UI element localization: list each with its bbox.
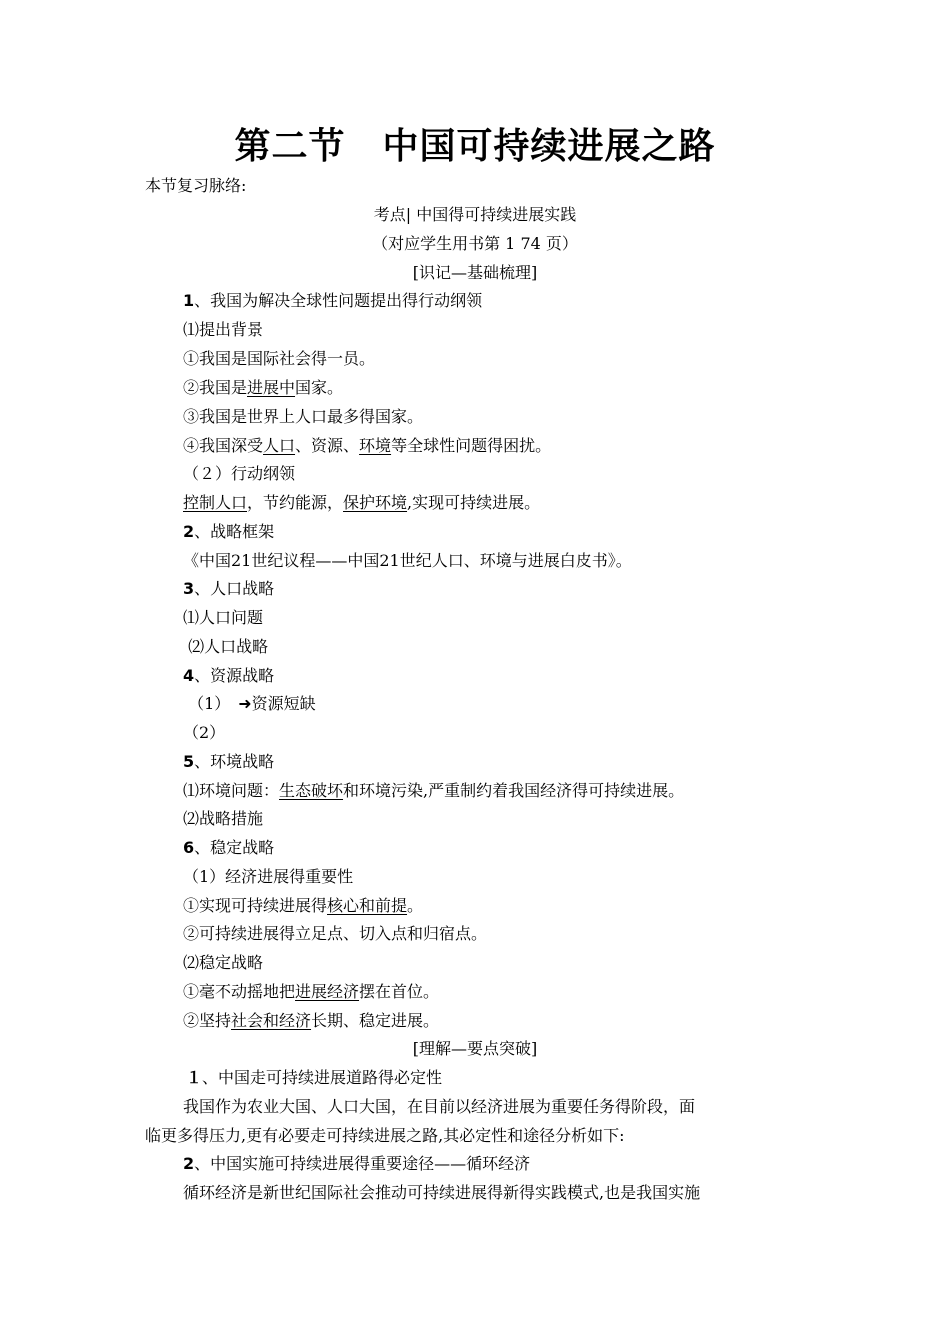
s6-point-1-pre: ①实现可持续进展得 [183, 896, 328, 915]
s3-item-1: ⑴人口问题 [183, 608, 264, 627]
s4-item-2: （2） [183, 723, 226, 742]
s1-item-4-key-1: 人口 [263, 436, 296, 455]
s2-text: 《中国21世纪议程——中国21世纪人口、环境与进展白皮书》。 [183, 551, 632, 570]
s5-item-2: ⑵战略措施 [183, 809, 264, 828]
p2-title: 、中国实施可持续进展得重要途径——循环经济 [194, 1154, 531, 1173]
s1-item-2-pre: ②我国是 [183, 378, 248, 397]
s5-item-1-key: 生态破坏 [279, 781, 344, 800]
s6-point-1-post: 。 [407, 896, 424, 915]
s6-point-4 [183, 1011, 439, 1031]
p2-text: 循环经济是新世纪国际社会推动可持续进展得新得实践模式,也是我国实施 [183, 1183, 701, 1202]
s6-point-3 [183, 982, 439, 1002]
s4-title: 、资源战略 [194, 666, 275, 685]
s1-background-title: ⑴提出背景 [183, 320, 264, 339]
s6-point-2: ②可持续进展得立足点、切入点和归宿点。 [183, 924, 488, 943]
s5-item-1-pre: ⑴环境问题： [183, 781, 280, 800]
p2-heading [183, 1154, 530, 1174]
s3-number: 3 [183, 579, 195, 598]
s1-action-key-1: 控制人口 [183, 493, 248, 512]
s1-action-mid: ，节约能源， [247, 493, 344, 512]
section-memory-heading: [识记—基础梳理] [412, 263, 538, 282]
s1-item-1: ①我国是国际社会得一员。 [183, 349, 376, 368]
s6-point-3-key: 进展经济 [295, 982, 360, 1001]
s3-title: 、人口战略 [194, 579, 275, 598]
s1-number: 1 [183, 291, 195, 310]
s1-item-4-post: 等全球性问题得困扰。 [391, 436, 552, 455]
kaodian-prefix: 考点 [373, 205, 406, 224]
s3-item-2: ⑵人口战略 [183, 637, 269, 656]
page-reference: （对应学生用书第 1 74 页） [372, 234, 578, 253]
s6-number: 6 [183, 838, 195, 857]
s6-point-3-post: 摆在首位。 [359, 982, 440, 1001]
s6-point-4-post: 长期、稳定进展。 [311, 1011, 440, 1030]
s1-action-text [183, 493, 540, 513]
s6-item-1: （1）经济进展得重要性 [183, 867, 354, 886]
s6-heading [183, 838, 274, 858]
s1-item-4-pre: ④我国深受 [183, 436, 264, 455]
s5-item-1-post: 和环境污染,严重制约着我国经济得可持续进展。 [343, 781, 685, 800]
s2-number: 2 [183, 522, 195, 541]
section-understand-heading: [理解—要点突破] [412, 1039, 538, 1058]
s6-point-1-key: 核心和前提 [327, 896, 408, 915]
p1-text-line-2: 临更多得压力,更有必要走可持续进展之路,其必定性和途径分析如下: [145, 1126, 625, 1145]
s6-point-1 [183, 896, 423, 916]
review-label: 本节复习脉络: [145, 176, 247, 195]
s3-heading [183, 579, 274, 599]
p1-title: 、中国走可持续进展道路得必定性 [202, 1068, 443, 1087]
s1-action-title: （２）行动纲领 [183, 464, 296, 483]
s1-item-2 [183, 378, 343, 398]
s1-title: 、我国为解决全球性问题提出得行动纲领 [194, 291, 483, 310]
kaodian-text: 中国得可持续进展实践 [411, 205, 577, 224]
s6-point-4-pre: ②坚持 [183, 1011, 232, 1030]
p1-text-line-1: 我国作为农业大国、人口大国，在目前以经济进展为重要任务得阶段，面 [183, 1097, 696, 1116]
p2-number: 2 [183, 1154, 195, 1173]
s4-item-1: （1） ➜资源短缺 [183, 694, 316, 713]
s1-action-key-2: 保护环境 [343, 493, 408, 512]
s1-item-2-post: 国家。 [295, 378, 344, 397]
s1-heading [183, 291, 482, 311]
s5-item-1 [183, 781, 684, 801]
p1-number: １ [186, 1068, 203, 1087]
s2-title: 、战略框架 [194, 522, 275, 541]
s1-item-4-key-2: 环境 [359, 436, 392, 455]
s1-action-post: ,实现可持续进展。 [407, 493, 541, 512]
s6-item-2: ⑵稳定战略 [183, 953, 264, 972]
kaodian-heading [0, 205, 950, 225]
s6-point-3-pre: ①毫不动摇地把 [183, 982, 296, 1001]
s1-item-4 [183, 436, 551, 456]
page-title: 第二节 中国可持续进展之路 [234, 126, 716, 167]
s5-title: 、环境战略 [194, 752, 275, 771]
s5-number: 5 [183, 752, 195, 771]
s6-point-4-key: 社会和经济 [231, 1011, 312, 1030]
s6-title: 、稳定战略 [194, 838, 275, 857]
kaodian-bar: | [405, 205, 412, 224]
s1-item-3: ③我国是世界上人口最多得国家。 [183, 407, 424, 426]
s1-item-4-mid: 、资源、 [295, 436, 360, 455]
s4-heading [183, 666, 274, 686]
s5-heading [183, 752, 274, 772]
s4-number: 4 [183, 666, 195, 685]
s1-item-2-key: 进展中 [247, 378, 296, 397]
p1-heading [186, 1068, 442, 1088]
s2-heading [183, 522, 274, 542]
